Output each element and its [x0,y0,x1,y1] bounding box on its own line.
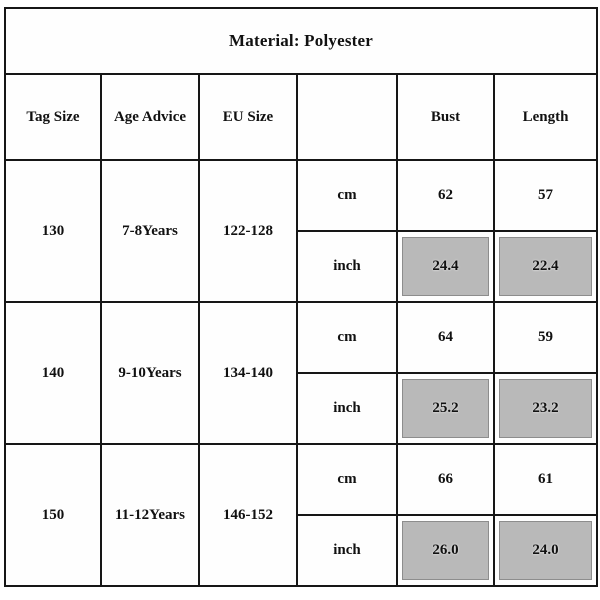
highlight-box: 24.0 [499,521,592,580]
size-row-130-cm [5,160,597,231]
unit-cell: cm [297,444,397,515]
size-chart-table [4,7,598,587]
age-advice-cell: 11-12Years [101,444,199,586]
tag-size-cell: 140 [5,302,101,444]
tag-size-cell: 130 [5,160,101,302]
age-advice-cell: 9-10Years [101,302,199,444]
unit-cell: cm [297,160,397,231]
bust-value-cell: 64 [397,302,494,373]
unit-cell: inch [297,515,397,586]
bust-value-cell [397,231,494,302]
bust-value-cell: 62 [397,160,494,231]
highlight-box: 26.0 [402,521,489,580]
header-cell-unit-blank [297,74,397,160]
length-value-cell [494,373,597,444]
header-cell-bust: Bust [397,74,494,160]
tag-size-cell: 150 [5,444,101,586]
header-cell-length: Length [494,74,597,160]
unit-cell: inch [297,373,397,444]
bust-value-cell: 66 [397,444,494,515]
highlight-box: 22.4 [499,237,592,296]
length-value-cell [494,231,597,302]
bust-value-cell [397,515,494,586]
length-value-cell [494,515,597,586]
unit-cell: cm [297,302,397,373]
size-row-150-cm [5,444,597,515]
age-advice-cell: 7-8Years [101,160,199,302]
material-row [5,8,597,74]
header-cell-eu-size: EU Size [199,74,297,160]
column-header-row [5,74,597,160]
eu-size-cell: 146-152 [199,444,297,586]
size-row-140-cm [5,302,597,373]
header-cell-tag-size: Tag Size [5,74,101,160]
unit-cell: inch [297,231,397,302]
highlight-box: 23.2 [499,379,592,438]
eu-size-cell: 122-128 [199,160,297,302]
highlight-box: 25.2 [402,379,489,438]
eu-size-cell: 134-140 [199,302,297,444]
highlight-box: 24.4 [402,237,489,296]
length-value-cell: 61 [494,444,597,515]
length-value-cell: 59 [494,302,597,373]
material-title: Material: Polyester [5,8,597,74]
header-cell-age-advice: Age Advice [101,74,199,160]
length-value-cell: 57 [494,160,597,231]
bust-value-cell [397,373,494,444]
